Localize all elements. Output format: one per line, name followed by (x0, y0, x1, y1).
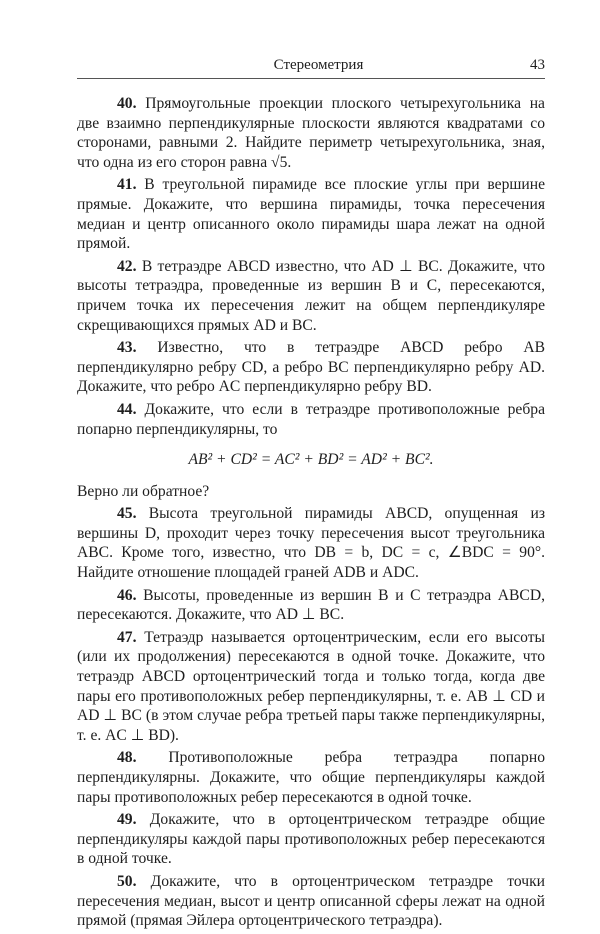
problem-number: 42. (117, 257, 137, 275)
problem-41 (77, 175, 545, 253)
section-title: Стереометрия (273, 57, 364, 73)
book-page (77, 57, 545, 934)
problem-number: 46. (117, 586, 137, 604)
problem-list (77, 94, 545, 931)
problem-text: В тетраэдре ABCD известно, что AD ⊥ BC. Докажите, что высоты тетраэдра, проведенные из вершин B и C, пересекаются, причем точка их пересечения лежит на общем перпендикуляре скрещивающихся прямых AD и BC. (77, 257, 545, 334)
problem-text: Высота треугольной пирамиды ABCD, опущенная из вершины D, проходит через точку пересечения высот треугольника ABC. Кроме того, известно, что DB = b, DC = c, ∠BDC = 90°. Найдите отношение площадей граней ADB и ADC. (77, 505, 545, 582)
running-header (77, 57, 545, 79)
problem-number: 50. (117, 872, 137, 890)
problem-47 (77, 628, 545, 746)
problem-text: Докажите, что в ортоцентрическом тетраэдре общие перпендикуляры каждой пары противоположных ребер пересекаются в одной точке. (77, 811, 545, 868)
problem-text: В треугольной пирамиде все плоские углы при вершине прямые. Докажите, что вершина пирамиды, точка пересечения медиан и центр описанного около пирамиды шара лежат на одной прямой. (77, 176, 545, 253)
problem-number: 41. (117, 176, 137, 194)
problem-40 (77, 94, 545, 172)
problem-number: 45. (117, 505, 137, 523)
problem-text: Известно, что в тетраэдре ABCD ребро AB перпендикулярно ребру CD, а ребро BC перпендикулярно ребру AD. Докажите, что ребро AC перпендикулярно ребру BD. (77, 339, 545, 396)
problem-text: Прямоугольные проекции плоского четырехугольника на две взаимно перпендикулярные плоскости являются квадратами со сторонами, равными 2. Найдите периметр четырехугольника, зная, что одна из его сторон равна √5. (77, 95, 545, 171)
problem-text: Противоположные ребра тетраэдра попарно перпендикулярны. Докажите, что общие перпендикуляры каждой пары противоположных ребер пересекаются в одной точке. (77, 749, 545, 806)
problem-50 (77, 872, 545, 931)
problem-text: Докажите, что если в тетраэдре противоположные ребра попарно перпендикулярны, то (77, 400, 546, 438)
problem-text: Высоты, проведенные из вершин B и C тетраэдра ABCD, пересекаются. Докажите, что AD ⊥ BC. (77, 586, 545, 624)
problem-continuation: Верно ли обратное? (77, 482, 210, 500)
problem-text: Докажите, что в ортоцентрическом тетраэдре точки пересечения медиан, высот и центр описанной сферы лежат на одной прямой (прямая Эйлера ортоцентрического тетраэдра). (77, 872, 545, 930)
problem-44 (77, 400, 545, 439)
problem-45 (77, 504, 545, 582)
problem-49 (77, 810, 545, 869)
problem-43 (77, 338, 545, 397)
page-number: 43 (530, 57, 545, 73)
problem-number: 44. (117, 400, 137, 418)
problem-text: Тетраэдр называется ортоцентрическим, если его высоты (или их продолжения) пересекаются в одной точке. Докажите, что тетраэдр ABCD ортоцентрический тогда и только тогда, когда две пары его противоположных ребер перпендикулярны, т. е. AB ⊥ CD и AD ⊥ BC (в этом случае ребра третьей пары также перпендикулярны, т. е. AC ⊥ BD). (77, 628, 545, 744)
problem-number: 43. (117, 339, 137, 357)
problem-number: 49. (117, 811, 137, 829)
problem-number: 48. (117, 749, 137, 767)
problem-number: 40. (117, 95, 137, 112)
problem-46 (77, 586, 545, 625)
display-formula: AB² + CD² = AC² + BD² = AD² + BC². (188, 451, 434, 469)
problem-48 (77, 748, 545, 807)
problem-number: 47. (117, 628, 137, 646)
problem-42 (77, 257, 545, 335)
